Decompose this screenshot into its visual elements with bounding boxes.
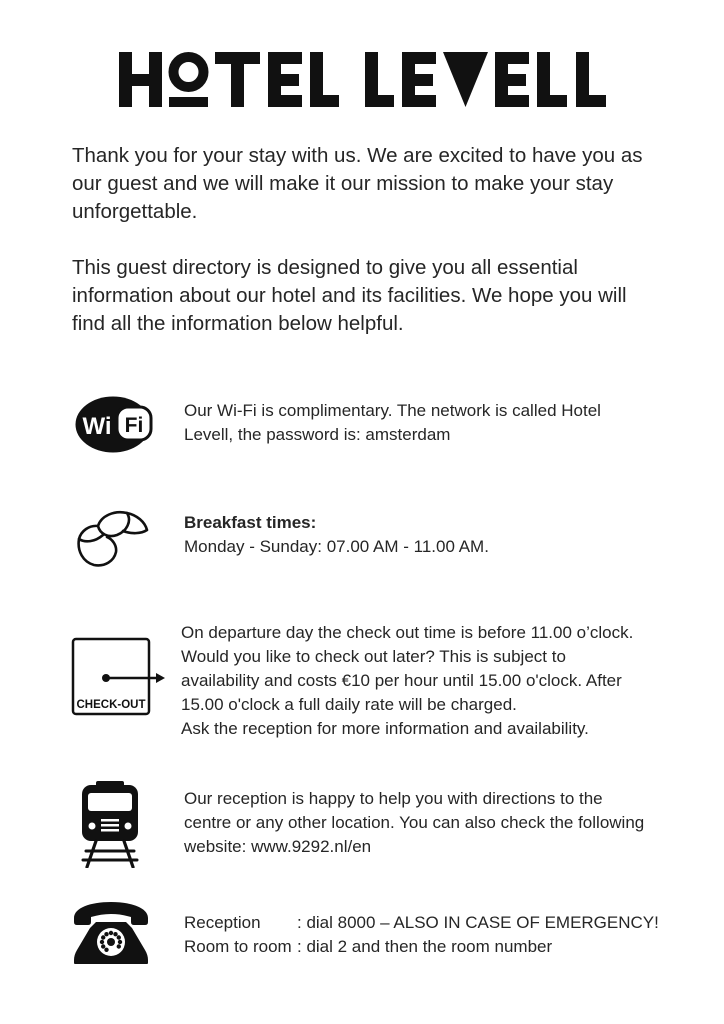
wifi-info-line: Levell, the password is: amsterdam	[184, 425, 451, 444]
directions-info-line: centre or any other location. You can also check the following	[184, 813, 645, 832]
phone-row-reception	[184, 911, 659, 935]
hotel-logo	[110, 45, 615, 115]
wifi-icon	[74, 395, 154, 455]
intro-paragraph-directory	[72, 254, 627, 338]
breakfast-hours: Monday - Sunday: 07.00 AM - 11.00 AM.	[184, 537, 489, 556]
intro-line: our guest and we will make it our mission to make your stay	[72, 172, 614, 195]
intro-line: unforgettable.	[72, 200, 198, 223]
intro-line: Thank you for your stay with us. We are excited to have you as	[72, 144, 643, 167]
logo-letter-e	[402, 52, 436, 107]
checkout-info-line: 15.00 o'clock a full daily rate will be charged.	[181, 695, 517, 714]
breakfast-heading: Breakfast times:	[184, 513, 317, 532]
intro-line: information about our hotel and its facilities. We hope you will	[72, 284, 627, 307]
directions-info-line: website: www.9292.nl/en	[184, 837, 372, 856]
train-icon	[79, 781, 141, 868]
checkout-info-line: On departure day the check out time is before 11.00 o’clock.	[181, 623, 634, 642]
checkout-info-line: Would you like to check out later? This is subject to	[181, 647, 566, 666]
wifi-icon-wi-text: Wi	[82, 413, 112, 440]
intro-line: find all the information below helpful.	[72, 312, 404, 335]
logo-letter-v	[443, 52, 488, 107]
logo-letter-e	[495, 52, 529, 107]
directions-info-line: Our reception is happy to help you with directions to the	[184, 789, 603, 808]
phone-row-room-to-room	[184, 935, 659, 959]
croissant-icon	[76, 509, 149, 567]
phone-info	[184, 911, 659, 959]
check-out-icon-label: CHECK-OUT	[76, 699, 146, 711]
checkout-info-line: Ask the reception for more information and availability.	[181, 719, 589, 738]
logo-letter-e	[268, 52, 302, 107]
telephone-icon	[72, 900, 150, 964]
intro-line: This guest directory is designed to give you all essential	[72, 256, 578, 279]
checkout-info-line: availability and costs €10 per hour until 15.00 o'clock. After	[181, 671, 622, 690]
logo-letter-l	[310, 52, 339, 107]
logo-letter-t	[215, 52, 260, 107]
wifi-icon-fi-text: Fi	[124, 414, 144, 437]
breakfast-info	[184, 511, 489, 559]
logo-letter-o	[169, 57, 208, 107]
wifi-info	[184, 399, 601, 447]
checkout-info	[181, 621, 633, 741]
logo-letter-l	[537, 52, 567, 107]
wifi-info-line: Our Wi-Fi is complimentary. The network is called Hotel	[184, 401, 601, 420]
phone-value: : dial 2 and then the room number	[297, 937, 553, 956]
phone-value: : dial 8000 – ALSO IN CASE OF EMERGENCY!	[297, 913, 659, 932]
logo-letter-l	[365, 52, 394, 107]
check-out-icon	[70, 636, 168, 716]
logo-letter-l	[576, 52, 606, 107]
directions-info	[184, 787, 644, 859]
phone-label: Room to room	[184, 937, 292, 956]
intro-paragraph-welcome	[72, 142, 643, 226]
phone-label: Reception	[184, 913, 261, 932]
logo-letter-h	[119, 52, 162, 107]
